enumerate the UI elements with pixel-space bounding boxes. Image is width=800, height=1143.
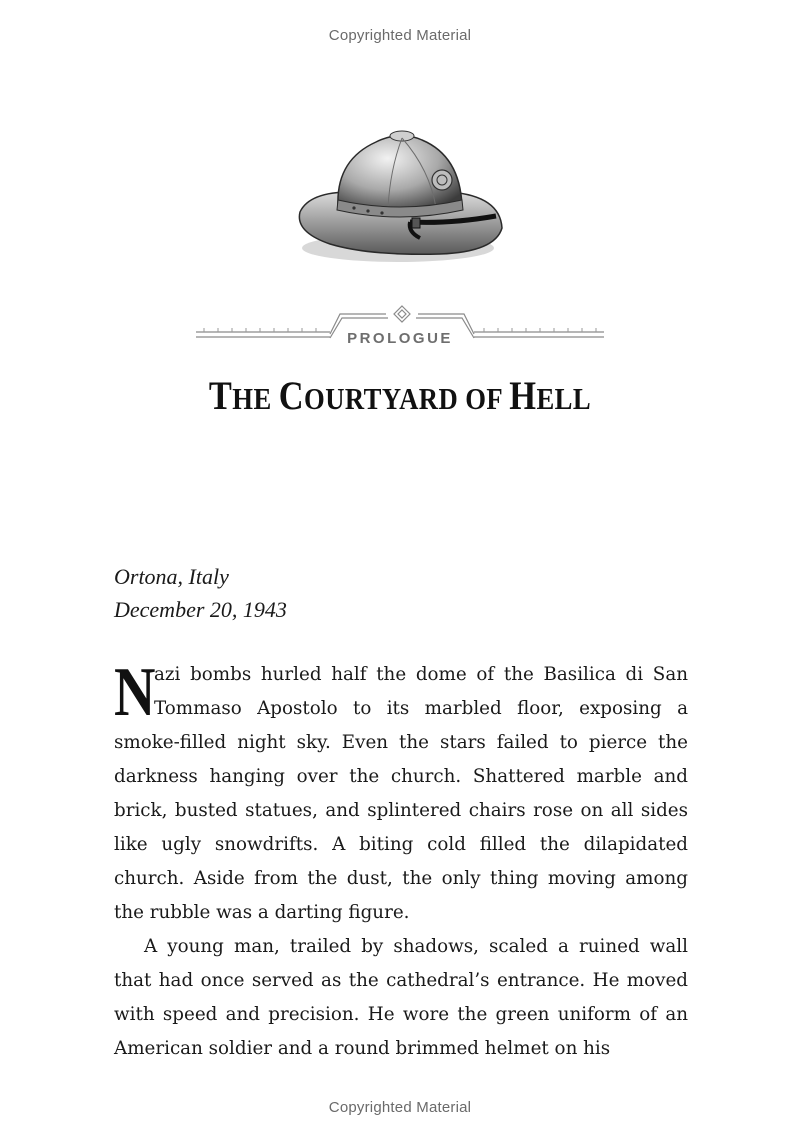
- dateline: [114, 560, 287, 626]
- title-initial: T: [208, 373, 233, 418]
- section-label: PROLOGUE: [347, 330, 453, 347]
- paragraph: [114, 654, 688, 930]
- title-initial: H: [509, 373, 537, 418]
- title-rest: OF: [465, 381, 510, 416]
- copyright-header: Copyrighted Material: [328, 27, 472, 44]
- title-rest: ELL: [536, 381, 592, 416]
- copyright-footer: Copyrighted Material: [328, 1099, 472, 1116]
- paragraph: A young man, trailed by shadows, scaled a ruined wall that had once served as the cathedral’s entrance. He moved with speed and precision. He wore the green uniform of an American soldier and a round brimmed helmet on his: [114, 936, 688, 1059]
- title-rest: OURTYARD: [304, 381, 466, 416]
- paragraph-text: azi bombs hurled half the dome of the Basilica di San Tommaso Apostolo to its marbled floor, exposing a smoke-filled night sky. Even the stars failed to pierce the darkness hanging over the church. Shattered marble and brick, busted statues, and splintered chairs rose on all sides like ugly snowdrifts. A biting cold filled the dilapidated church. Aside from the dust, the only thing moving among the rubble was a darting figure.: [114, 664, 688, 923]
- dateline-date: December 20, 1943: [114, 597, 287, 622]
- title-initial: C: [278, 373, 305, 418]
- dateline-place: Ortona, Italy: [114, 564, 229, 589]
- pith-helmet-icon: [290, 120, 510, 270]
- chapter-title: [56, 372, 744, 419]
- drop-cap: N: [114, 654, 156, 731]
- title-rest: HE: [232, 381, 279, 416]
- body-text: [114, 654, 688, 1066]
